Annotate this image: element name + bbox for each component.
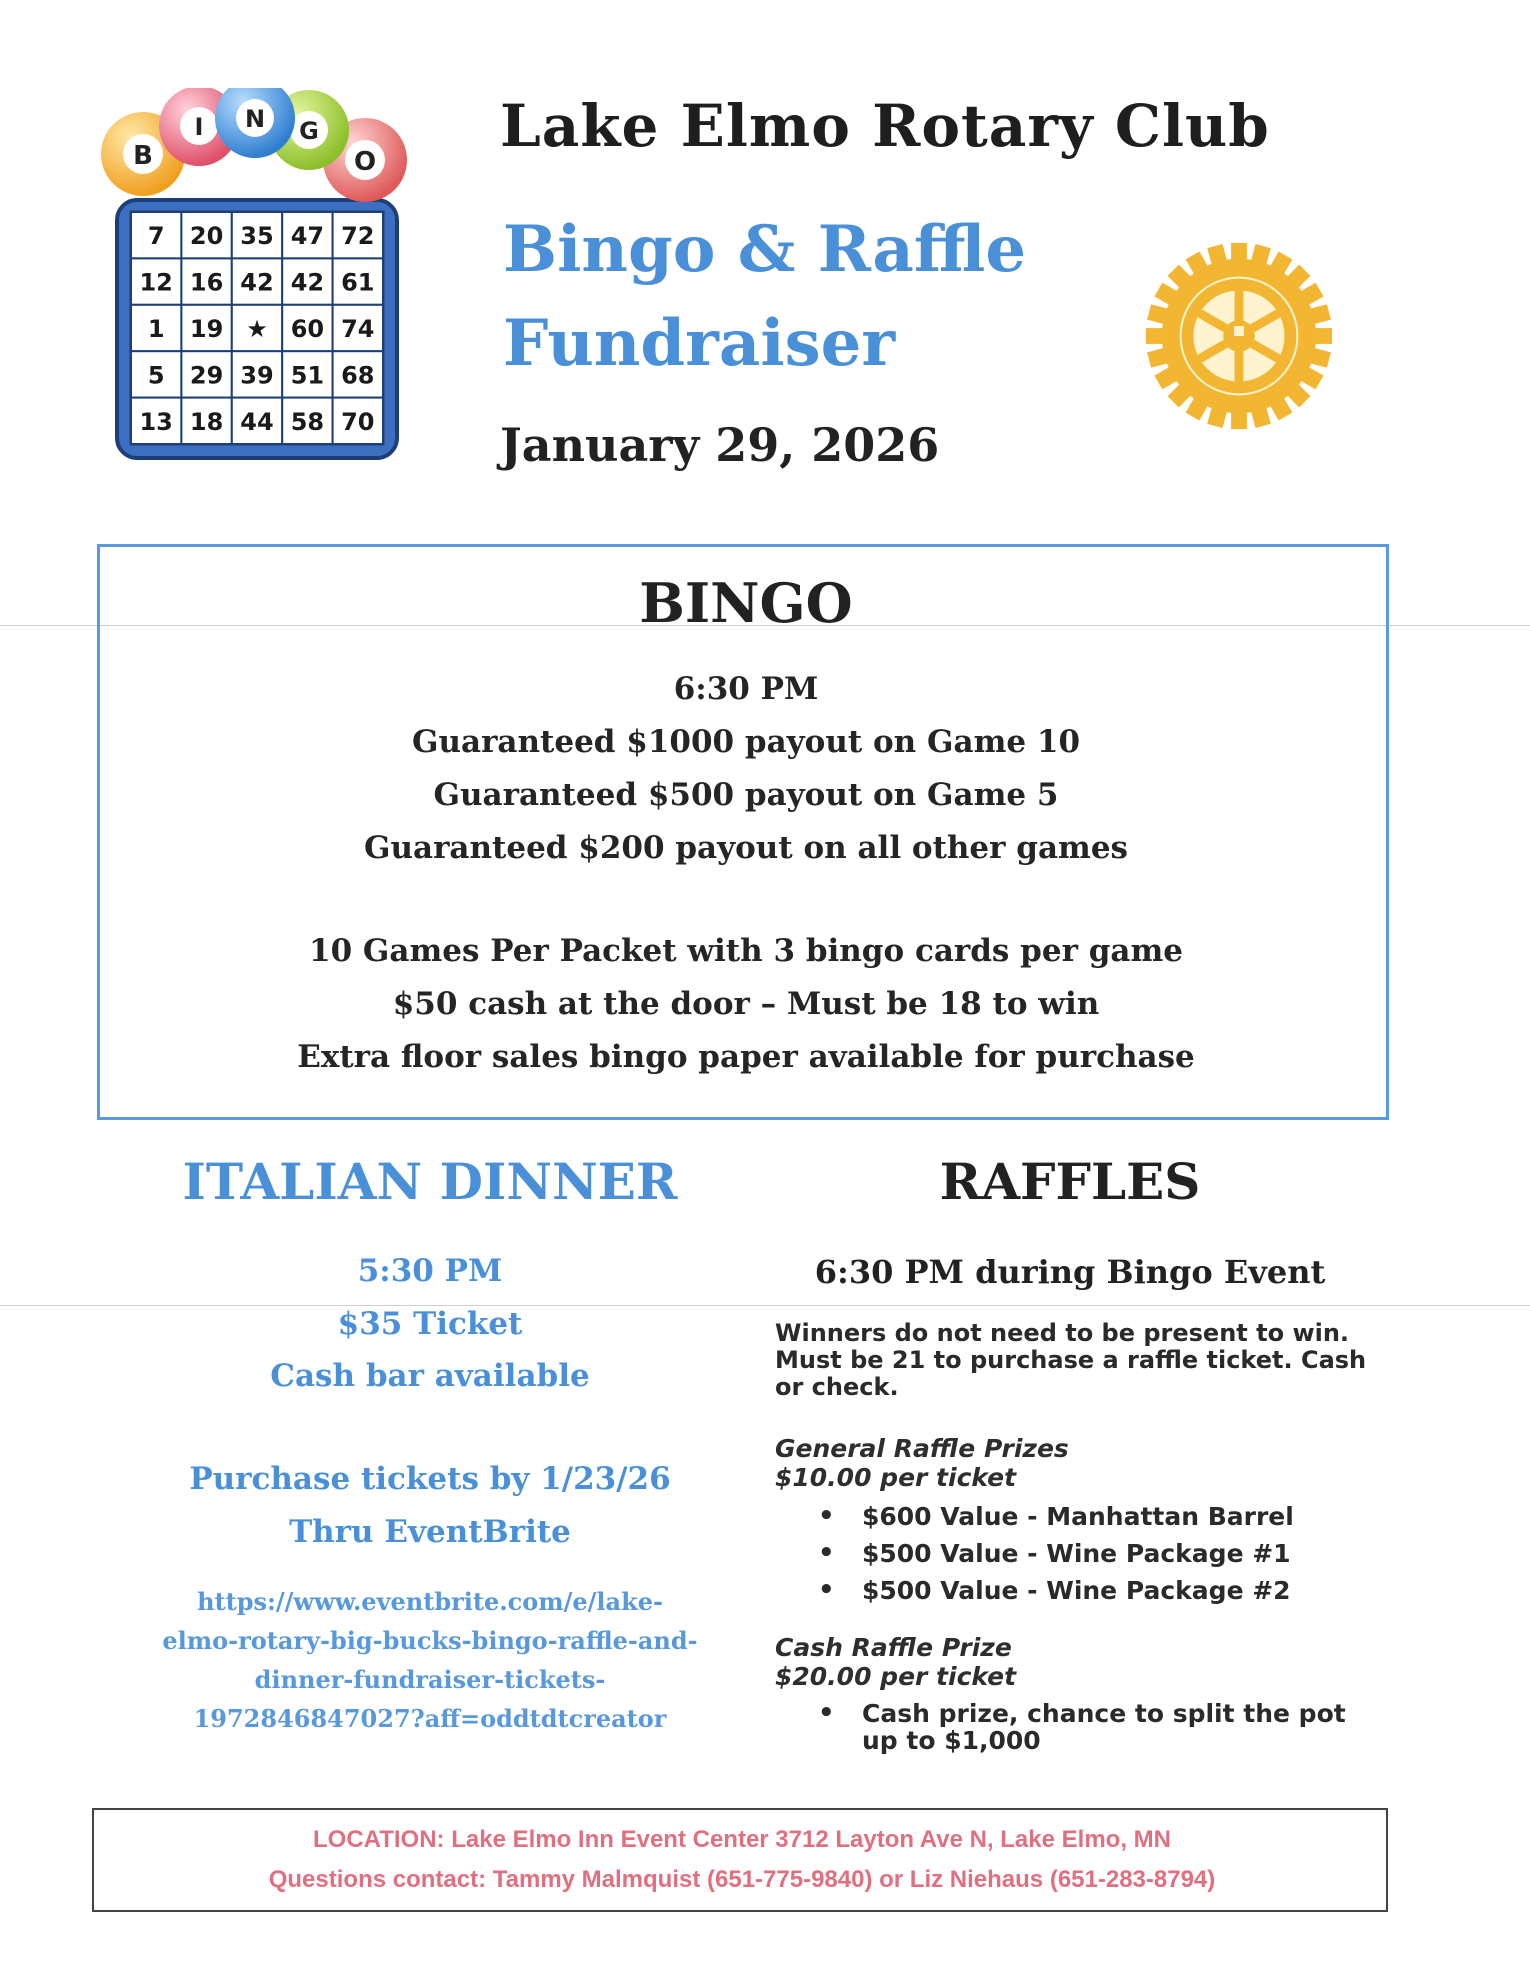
cash-prize-list: [818, 1700, 1362, 1754]
bingo-card-number: 51: [290, 361, 325, 390]
bingo-card-logo: [95, 88, 415, 468]
bingo-card-number: 61: [341, 268, 375, 297]
org-name: Lake Elmo Rotary Club: [500, 92, 1270, 160]
bingo-time: 6:30 PM: [673, 671, 819, 707]
dinner-purchase-by: Purchase tickets by 1/23/26: [189, 1461, 671, 1497]
bingo-card-number: 72: [341, 222, 375, 251]
bingo-card-number: 7: [147, 222, 165, 251]
bingo-card-number: 13: [139, 407, 173, 436]
bingo-card-number: 20: [189, 222, 224, 251]
eventbrite-link[interactable]: https://www.eventbrite.com/e/lake-: [197, 1587, 663, 1616]
bingo-card-number: 12: [139, 268, 173, 297]
ball-letter: G: [299, 117, 319, 145]
raffles-heading: RAFFLES: [939, 1152, 1201, 1211]
prize-item: • Cash prize, chance to split the pot up to $1,000: [818, 1700, 1362, 1754]
event-title-line1: Bingo & Raffle: [503, 212, 1027, 287]
bingo-packet-info: 10 Games Per Packet with 3 bingo cards per game: [309, 933, 1183, 969]
bingo-card-number: 74: [341, 315, 375, 343]
dinner-cash-bar: Cash bar available: [270, 1358, 590, 1394]
eventbrite-link[interactable]: dinner-fundraiser-tickets-: [254, 1665, 606, 1694]
eventbrite-link[interactable]: 1972846847027?aff=oddtdtcreator: [193, 1704, 667, 1733]
ball-letter: B: [133, 141, 153, 171]
bingo-card-number: 60: [290, 315, 325, 343]
bingo-card-number: 68: [341, 361, 375, 390]
ball-letter: I: [194, 113, 204, 141]
bingo-card-number: 70: [341, 407, 375, 436]
bingo-card-number: 5: [147, 361, 165, 390]
bingo-heading: BINGO: [639, 571, 853, 635]
general-raffle-price: $10.00 per ticket: [775, 1463, 1017, 1492]
raffles-time: 6:30 PM during Bingo Event: [814, 1253, 1326, 1291]
ball-letter: O: [353, 147, 377, 177]
cash-raffle-price: $20.00 per ticket: [775, 1662, 1017, 1691]
bingo-section: [97, 544, 1389, 1120]
event-title: [503, 203, 1143, 391]
event-title-line2: Fundraiser: [503, 306, 896, 381]
bingo-card-number: 19: [189, 315, 224, 343]
contact-info: Questions contact: Tammy Malmquist (651-775-9840) or Liz Niehaus (651-283-8794): [268, 1866, 1216, 1893]
eventbrite-link[interactable]: elmo-rotary-big-bucks-bingo-raffle-and-: [162, 1626, 698, 1655]
bingo-payout-others: Guaranteed $200 payout on all other games: [363, 830, 1129, 866]
bingo-card-number: 44: [240, 407, 274, 436]
bingo-card-number: 42: [240, 268, 274, 297]
bingo-card-number: 35: [240, 222, 274, 251]
raffles-notice: Winners do not need to be present to win. Must be 21 to purchase a raffle ticket. Cash or check.: [775, 1319, 1367, 1401]
prize-item: • $600 Value - Manhattan Barrel: [818, 1498, 1294, 1535]
bingo-card-number: 47: [290, 222, 325, 251]
location-address: LOCATION: Lake Elmo Inn Event Center 3712 Layton Ave N, Lake Elmo, MN: [313, 1826, 1171, 1853]
ball-letter: N: [244, 105, 266, 133]
rotary-wheel-icon: [1140, 237, 1338, 435]
bingo-card-number: 18: [189, 407, 224, 436]
dinner-ticket-price: $35 Ticket: [337, 1306, 523, 1342]
dinner-eventbrite: Thru EventBrite: [289, 1514, 571, 1550]
general-raffle-title: General Raffle Prizes: [775, 1434, 1069, 1463]
prize-item: • $500 Value - Wine Package #2: [818, 1572, 1294, 1609]
cash-raffle-title: Cash Raffle Prize: [775, 1633, 1012, 1662]
location-box: [92, 1808, 1388, 1912]
bingo-price-info: $50 cash at the door – Must be 18 to win: [392, 986, 1100, 1022]
dinner-time: 5:30 PM: [357, 1253, 503, 1289]
general-prize-list: [818, 1498, 1294, 1609]
bingo-card-number: 29: [189, 361, 224, 390]
bingo-card-number: 1: [147, 315, 165, 343]
bingo-card-number: 39: [240, 361, 274, 390]
bingo-payout-game10: Guaranteed $1000 payout on Game 10: [411, 724, 1081, 760]
bingo-card-number: ★: [246, 315, 268, 343]
bingo-card-number: 58: [290, 407, 325, 436]
bingo-card-number: 42: [290, 268, 325, 297]
prize-item: • $500 Value - Wine Package #1: [818, 1535, 1294, 1572]
bingo-payout-game5: Guaranteed $500 payout on Game 5: [433, 777, 1059, 813]
bingo-extra-info: Extra floor sales bingo paper available for purchase: [297, 1039, 1195, 1075]
dinner-heading: ITALIAN DINNER: [182, 1152, 678, 1211]
event-date: January 29, 2026: [500, 418, 940, 472]
bingo-card-number: 16: [189, 268, 224, 297]
